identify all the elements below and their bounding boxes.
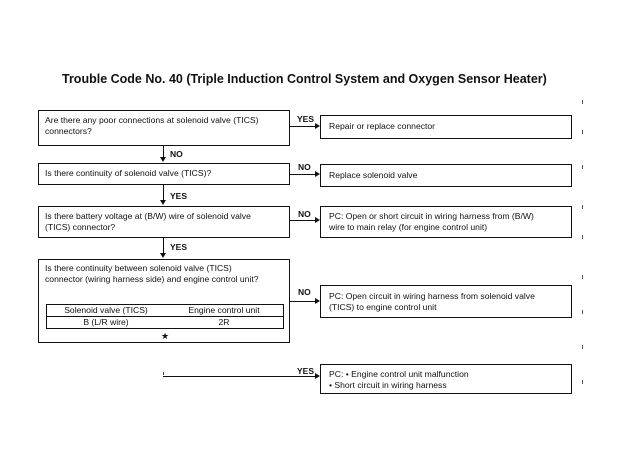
table-cell: 2R: [218, 317, 230, 327]
margin-tick: [582, 275, 583, 279]
question-text: Is there continuity between solenoid valve (TICS) connector (wiring harness side) and engine control unit?: [45, 263, 259, 284]
no-label: NO: [298, 287, 311, 297]
diagram-title: Trouble Code No. 40 (Triple Induction Control System and Oxygen Sensor Heater): [62, 72, 547, 86]
no-label: NO: [170, 149, 183, 159]
margin-tick: [582, 100, 583, 104]
question-text: Is there battery voltage at (B/W) wire of solenoid valve (TICS) connector?: [45, 211, 251, 232]
arrow-down-icon: [160, 253, 166, 258]
table-row: [47, 316, 283, 328]
result-text: Repair or replace connector: [329, 121, 436, 131]
result-box-repair-connector: [320, 115, 572, 139]
connector-line: [290, 174, 315, 175]
pin-table: [46, 304, 284, 329]
result-text: Replace solenoid valve: [329, 170, 418, 180]
margin-tick: [582, 310, 583, 314]
connector-line: [290, 126, 315, 127]
yes-label: YES: [170, 242, 188, 252]
margin-tick: [582, 130, 583, 134]
table-cell: B (L/R wire): [83, 317, 129, 327]
connector-line: [163, 146, 164, 157]
arrow-down-icon: [160, 157, 166, 162]
margin-tick: [582, 205, 583, 209]
connector-line: [163, 372, 164, 375]
margin-tick: [582, 165, 583, 169]
no-label: NO: [298, 209, 311, 219]
yes-label: YES: [297, 114, 315, 124]
margin-tick: [582, 380, 583, 384]
question-box-battery-voltage: [38, 206, 290, 238]
result-box-ecu-malfunction: [320, 364, 572, 394]
question-box-poor-connections: [38, 110, 290, 146]
yes-label: YES: [170, 191, 188, 201]
no-label: NO: [298, 162, 311, 172]
question-box-harness-continuity: [38, 259, 290, 343]
connector-line: [163, 238, 164, 253]
result-text: PC: Open circuit in wiring harness from solenoid valve (TICS) to engine control unit: [329, 291, 535, 312]
result-box-open-short-bw: [320, 206, 572, 238]
table-header: Engine control unit: [188, 305, 260, 315]
yes-label: YES: [297, 366, 315, 376]
result-box-open-circuit-tics: [320, 285, 572, 318]
star-marker-icon: ★: [161, 331, 170, 341]
question-box-solenoid-continuity: [38, 163, 290, 185]
table-header: Solenoid valve (TICS): [64, 305, 148, 315]
question-text: Are there any poor connections at solenoid valve (TICS) connectors?: [45, 115, 259, 136]
connector-line: [290, 301, 315, 302]
margin-tick: [582, 235, 583, 239]
arrow-down-icon: [160, 200, 166, 205]
result-text: PC: Open or short circuit in wiring harness from (B/W) wire to main relay (for engine control unit): [329, 211, 534, 232]
connector-line: [163, 376, 315, 377]
result-text: PC: • Engine control unit malfunction • Short circuit in wiring harness: [329, 369, 469, 390]
margin-tick: [582, 345, 583, 349]
question-text: Is there continuity of solenoid valve (TICS)?: [45, 168, 212, 178]
table-header-row: [47, 305, 283, 316]
result-box-replace-valve: [320, 164, 572, 187]
connector-line: [290, 220, 315, 221]
connector-line: [163, 185, 164, 200]
